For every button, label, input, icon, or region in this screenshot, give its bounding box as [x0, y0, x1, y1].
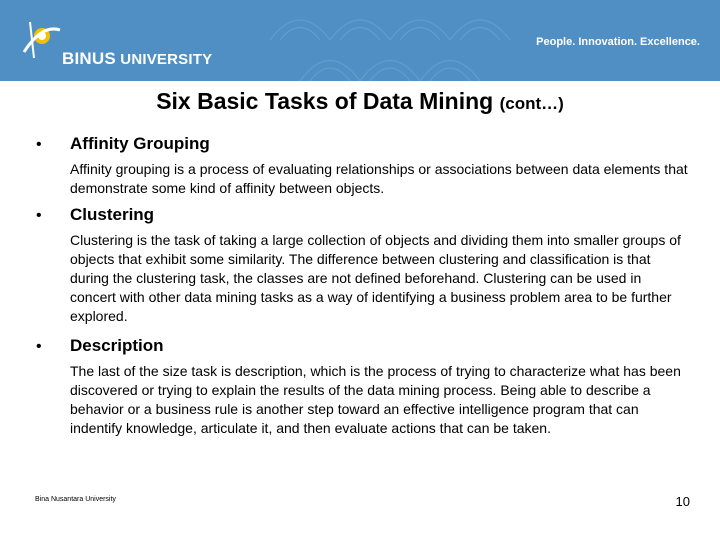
bullet-icon: • [36, 338, 42, 355]
item-heading: Description [70, 336, 164, 355]
list-item-heading [36, 336, 690, 362]
header-banner [0, 0, 720, 81]
item-body: Affinity grouping is a process of evaluating relationships or associations between data elements that demonstrate some kind of affinity between objects. [70, 161, 688, 196]
item-body: The last of the size task is description, which is the process of trying to characterize what has been discovered or trying to explain the results of the data mining process. Being able to describe a behavior or a business rule is another step toward an effective intelligence program that can indentify knowledge, articulate it, and then evaluate actions that can be taken. [70, 363, 681, 436]
slide-title-text: Six Basic Tasks of Data Mining [156, 88, 494, 114]
list-item-heading [36, 134, 690, 160]
footer-institution: Bina Nusantara University [35, 496, 116, 503]
page-number: 10 [675, 494, 690, 509]
logo-wordmark [62, 49, 212, 69]
logo-text: BINUS [62, 49, 116, 68]
item-heading: Affinity Grouping [70, 134, 210, 153]
bullet-icon: • [36, 207, 42, 224]
item-body: Clustering is the task of taking a large collection of objects and dividing them into smaller groups of objects that exhibit some similarity. The difference between clustering and classification is that during the clustering task, the classes are not defined beforehand. Clustering can be used in concert with other data mining tasks as a way of identifying a business problem area to be further explored. [70, 232, 681, 324]
bullet-icon: • [36, 136, 42, 153]
logo-suffix: UNIVERSITY [120, 51, 213, 68]
list-item-heading [36, 205, 690, 231]
item-heading: Clustering [70, 205, 155, 224]
tagline: People. Innovation. Excellence. [536, 36, 700, 48]
slide-title [0, 88, 720, 115]
slide-title-suffix: (cont…) [499, 94, 564, 113]
slide-body [36, 134, 690, 438]
